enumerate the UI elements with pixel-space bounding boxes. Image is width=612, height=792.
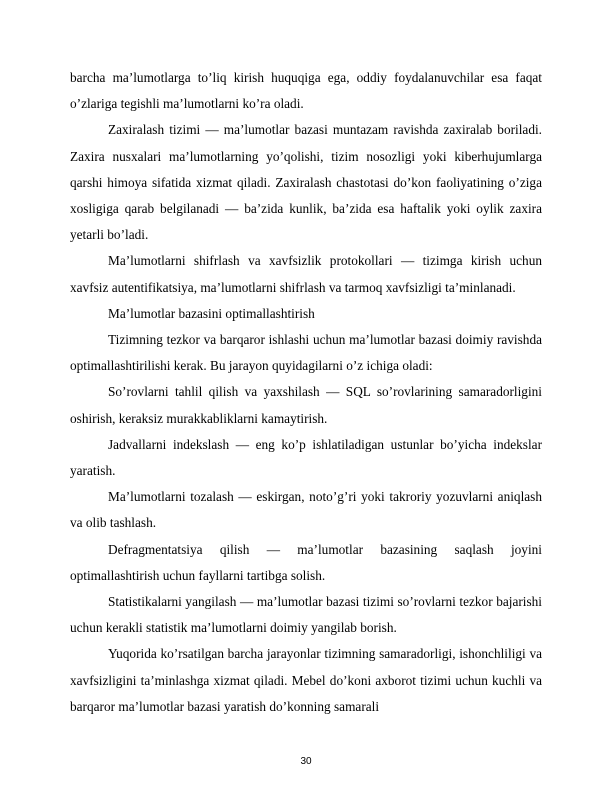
paragraph-encryption-security: Ma’lumotlarni shifrlash va xavfsizlik protokollari — tizimga kirish uchun xavfsiz autentifikatsiya, ma’lumotlarni shifrlash va tarmoq xavfsizligi ta’minlanadi. xyxy=(70,253,542,295)
page-number: 30 xyxy=(300,756,312,767)
paragraph-access-rights-continued: barcha ma’lumotlarga to’liq kirish huquqiga ega, oddiy foydalanuvchilar esa faqat o’zlariga tegishli ma’lumotlarni ko’ra oladi. xyxy=(70,70,542,112)
paragraph-defragmentation: Defragmentatsiya qilish — ma’lumotlar bazasining saqlash joyini optimallashtirish uchun fayllarni tartibga solish. xyxy=(70,541,542,583)
paragraph-table-indexing: Jadvallarni indekslash — eng ko’p ishlatiladigan ustunlar bo’yicha indekslar yaratish. xyxy=(70,436,542,479)
paragraph-summary: Yuqorida ko’rsatilgan barcha jarayonlar tizimning samaradorligi, ishonchliligi va xavfsizligini ta’minlashga xizmat qiladi. Mebel do’koni axborot tizimi uchun kuchli va barqaror ma’lumotlar bazasi yaratish do’konning samarali xyxy=(70,646,542,714)
paragraph-query-analysis: So’rovlarni tahlil qilish va yaxshilash — SQL so’rovlarining samaradorligini oshirish, keraksiz murakkabliklarni kamaytirish. xyxy=(70,384,542,426)
section-heading-optimization: Ma’lumotlar bazasini optimallashtirish xyxy=(108,305,315,321)
paragraph-optimization-intro: Tizimning tezkor va barqaror ishlashi uchun ma’lumotlar bazasi doimiy ravishda optimallashtirilishi kerak. Bu jarayon quyidagilarni o’z ichiga oladi: xyxy=(70,332,542,374)
document-page xyxy=(70,65,542,720)
paragraph-statistics-update: Statistikalarni yangilash — ma’lumotlar bazasi tizimi so’rovlarni tezkor bajarishi uchun kerakli statistik ma’lumotlarni doimiy yangilab borish. xyxy=(70,594,542,636)
paragraph-backup-system: Zaxiralash tizimi — ma’lumotlar bazasi muntazam ravishda zaxiralab boriladi. Zaxira nusxalari ma’lumotlarning yo’qolishi, tizim nosozligi yoki kiberhujumlarga qarshi himoya sifatida xizmat qiladi. Zaxiralash chastotasi do’kon faoliyatining o’ziga xosligiga qarab belgilanadi — ba’zida kunlik, ba’zida esa haftalik yoki oylik zaxira yetarli bo’ladi. xyxy=(70,122,542,243)
paragraph-data-cleaning: Ma’lumotlarni tozalash — eskirgan, noto’g’ri yoki takroriy yozuvlarni aniqlash va olib tashlash. xyxy=(70,489,542,531)
